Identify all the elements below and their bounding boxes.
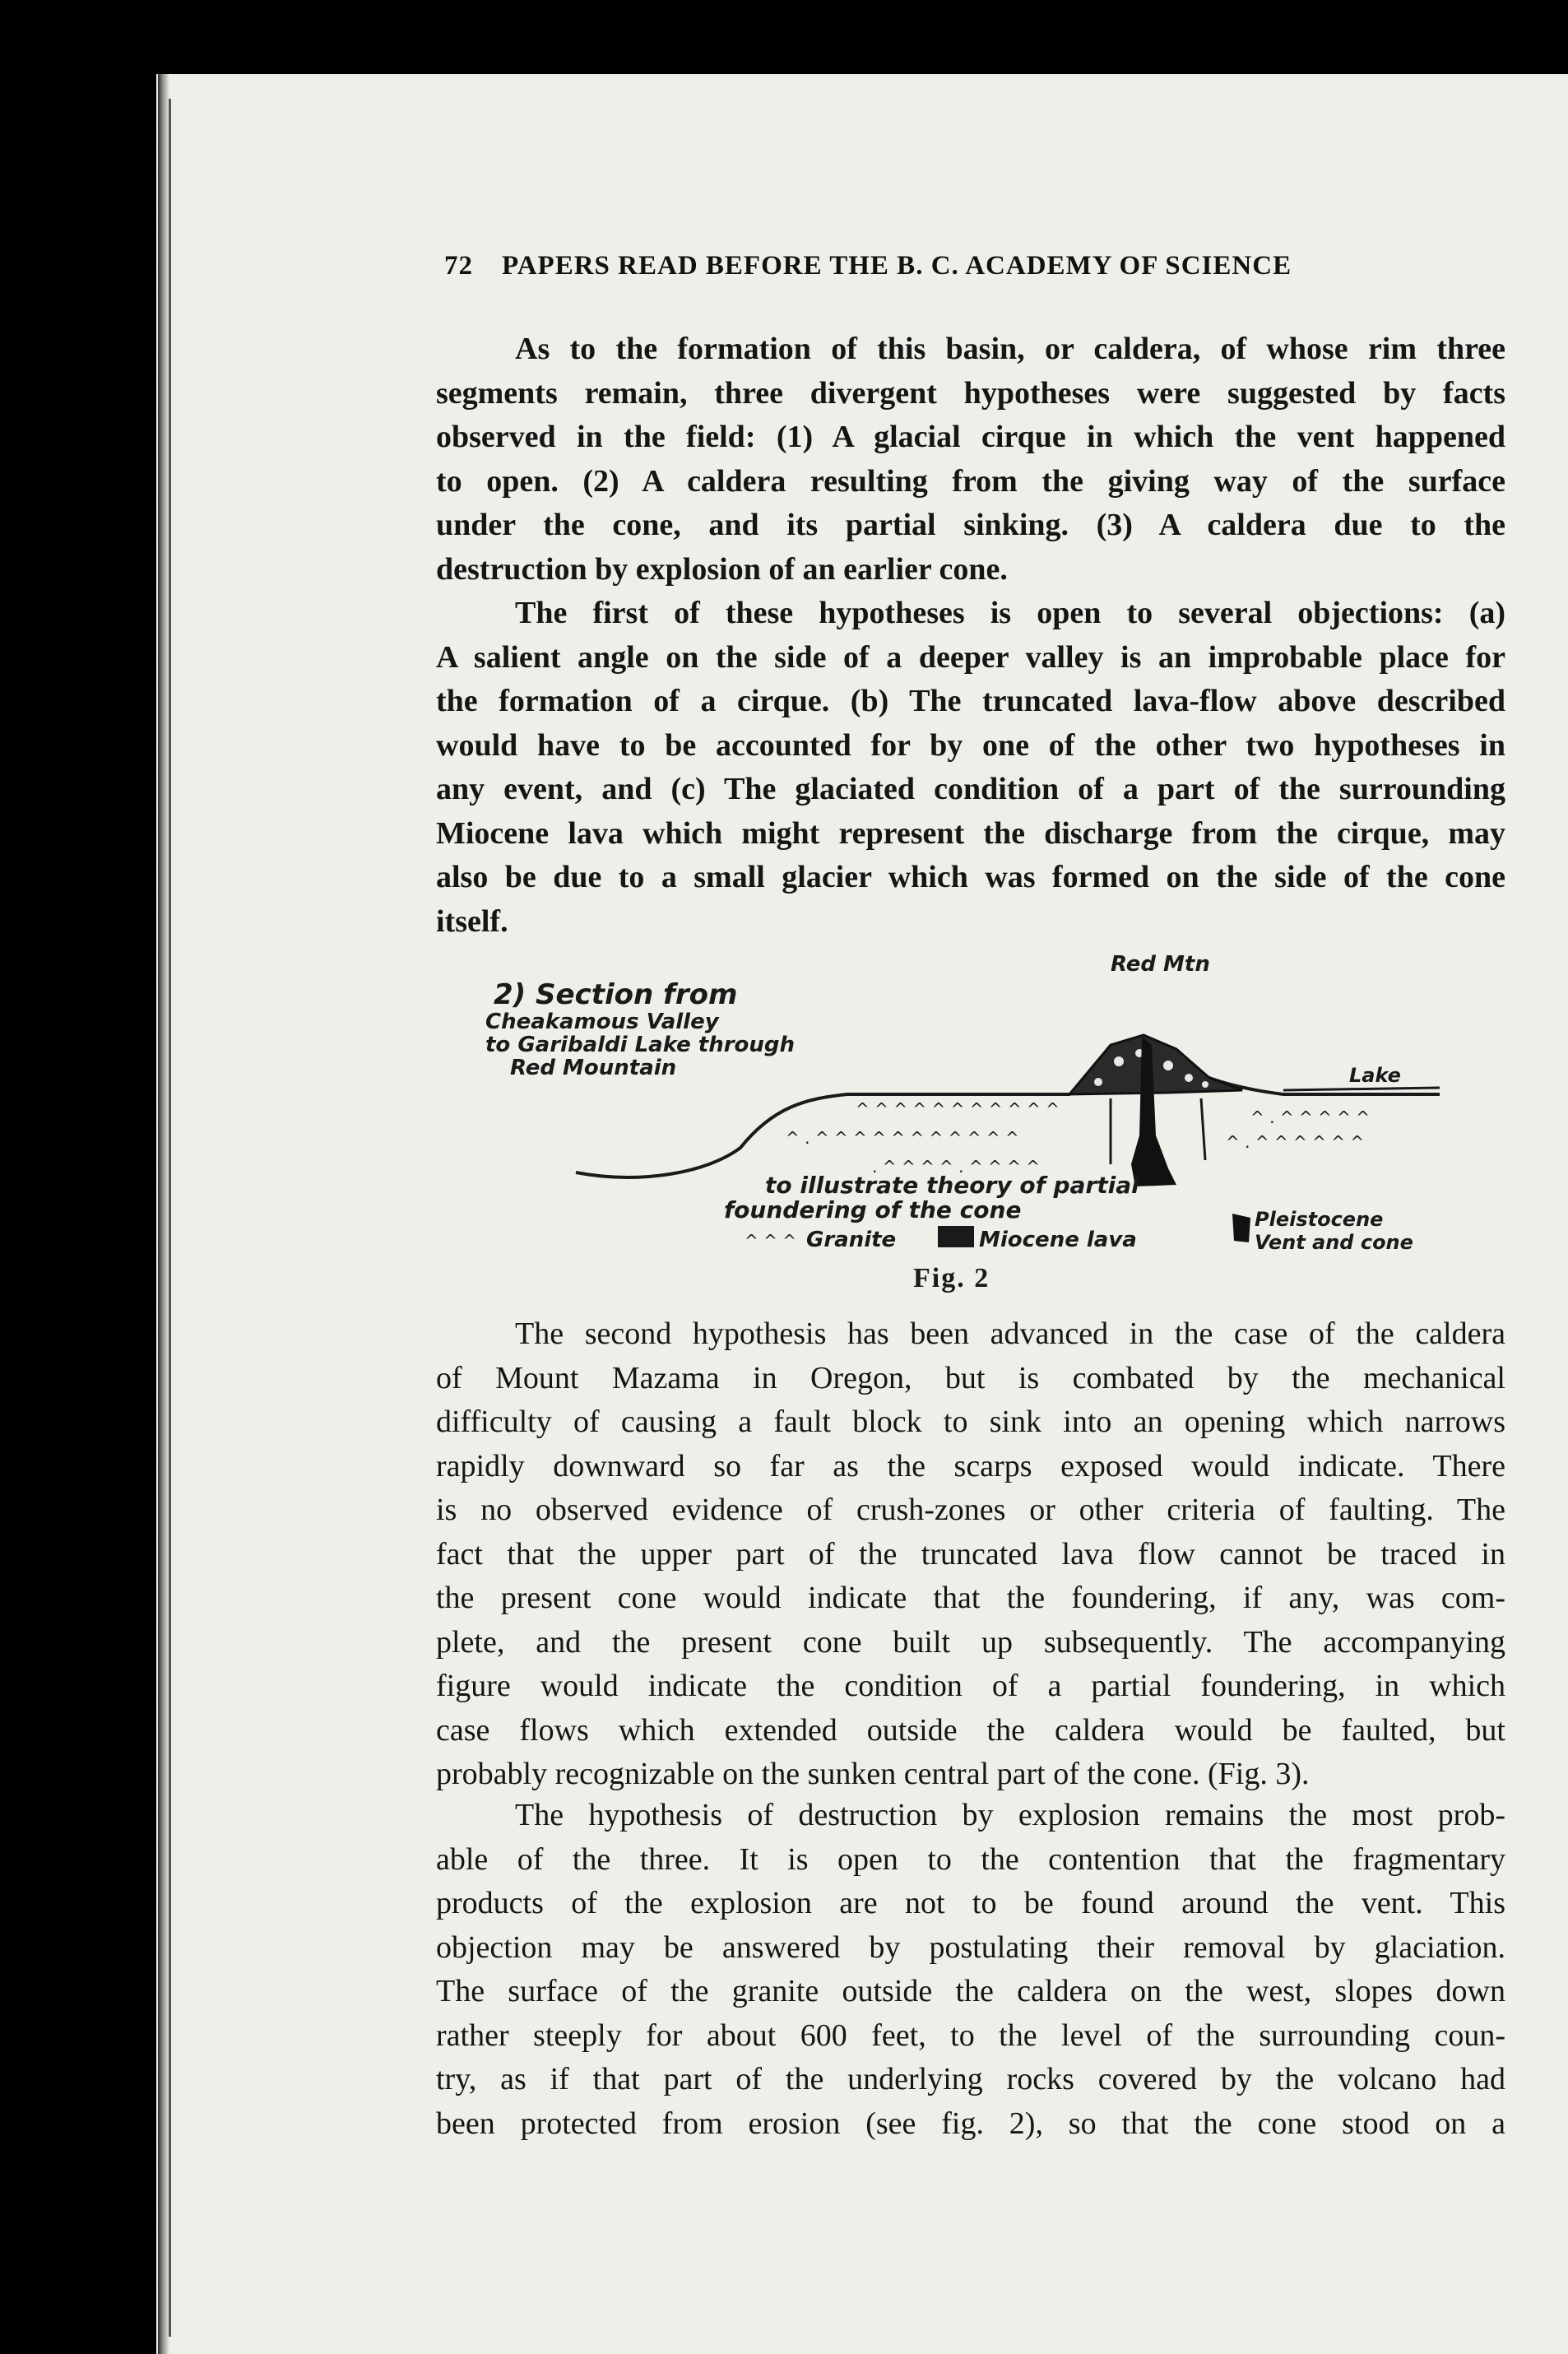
paragraph-line: itself. xyxy=(436,903,508,939)
svg-text:^ ^ ^ ^ ^ ^ ^ ^ ^ ^: ^ ^ ^ ^ ^ ^ ^ ^ ^ ^ ^ xyxy=(856,1099,1060,1119)
lake-label: Lake xyxy=(1349,1064,1401,1087)
paragraph-line: would have to be accounted for by one of the other two hypotheses in xyxy=(436,727,1505,763)
paragraph-line: also be due to a small glacier which was formed on the side of the cone xyxy=(436,860,1505,894)
figure-title-line: 2) Section from xyxy=(494,978,738,1011)
paragraph-line: is no observed evidence of crush-zones or other criteria of faulting. The xyxy=(436,1493,1505,1527)
paragraph-line: figure would indicate the condition of a partial foundering, in which xyxy=(436,1669,1505,1703)
running-head xyxy=(444,251,1514,292)
running-head-title: PAPERS READ BEFORE THE B. C. ACADEMY OF SCIENCE xyxy=(502,251,1292,281)
paragraph-line: any event, and (c) The glaciated condition of a part of the surrounding xyxy=(436,772,1505,806)
svg-text:. ^ ^ ^ ^ . ^ ^ ^ ^: . ^ ^ ^ ^ . ^ ^ ^ ^ xyxy=(872,1157,1040,1177)
paragraph-line: fact that the upper part of the truncated lava flow cannot be traced in xyxy=(436,1536,1505,1572)
paragraph-line: products of the explosion are not to be found around the vent. This xyxy=(436,1886,1505,1920)
paragraph-line: Miocene lava which might represent the discharge from the cirque, may xyxy=(436,815,1505,851)
legend-pleistocene-label: Pleistocene xyxy=(1255,1208,1384,1231)
svg-text:^ . ^ ^ ^ ^ ^ ^ ^ ^ ^: ^ . ^ ^ ^ ^ ^ ^ ^ ^ ^ ^ ^ xyxy=(786,1128,1019,1148)
miocene-lava-cone xyxy=(1069,1035,1242,1094)
paragraph-line: As to the formation of this basin, or caldera, of whose rim three xyxy=(515,332,1505,366)
granite-pattern xyxy=(786,1099,1370,1177)
paragraph-line: The surface of the granite outside the caldera on the west, slopes down xyxy=(436,1974,1505,2008)
paragraph-line: probably recognizable on the sunken central part of the cone. (Fig. 3). xyxy=(436,1757,1310,1791)
figure-note-line: to illustrate theory of partial xyxy=(765,1172,1139,1199)
figure-title-line: Cheakamous Valley xyxy=(485,1010,719,1034)
paragraph-line: to open. (2) A caldera resulting from the giving way of the surface xyxy=(436,463,1505,499)
paragraph-line: destruction by explosion of an earlier cone. xyxy=(436,551,1008,587)
page-number: 72 xyxy=(444,251,473,281)
peak-label: Red Mtn xyxy=(1111,952,1210,977)
paragraph-line: objection may be answered by postulating their removal by glaciation. xyxy=(436,1929,1505,1965)
paragraph-line: the formation of a cirque. (b) The truncated lava-flow above described xyxy=(436,684,1505,718)
paragraph-line: A salient angle on the side of a deeper valley is an improbable place for xyxy=(436,639,1505,675)
paragraph-line: able of the three. It is open to the contention that the fragmentary xyxy=(436,1841,1505,1877)
paragraph-line: the present cone would indicate that the foundering, if any, was com- xyxy=(436,1581,1505,1615)
svg-text:^ . ^ ^ ^ ^ ^: ^ . ^ ^ ^ ^ ^ xyxy=(1250,1107,1371,1127)
paragraph-line: observed in the field: (1) A glacial cirque in which the vent happened xyxy=(436,420,1505,454)
paragraph-line: segments remain, three divergent hypotheses were suggested by facts xyxy=(436,375,1505,411)
paragraph-line: case flows which extended outside the caldera would be faulted, but xyxy=(436,1712,1505,1748)
paragraph-line: of Mount Mazama in Oregon, but is combated by the mechanical xyxy=(436,1360,1505,1395)
paragraph-3 xyxy=(436,1312,1505,1797)
paragraph-line: The hypothesis of destruction by explosion remains the most prob- xyxy=(515,1798,1505,1832)
legend-miocene-label: Miocene lava xyxy=(979,1228,1137,1252)
paragraph-line: rapidly downward so far as the scarps exposed would indicate. There xyxy=(436,1448,1505,1483)
figure-title-line: Red Mountain xyxy=(510,1056,677,1080)
section-drawing xyxy=(461,946,1448,1292)
figure-2-section-sketch xyxy=(461,946,1448,1292)
lake-surface-line xyxy=(1283,1088,1440,1090)
figure-caption: Fig. 2 xyxy=(913,1263,990,1293)
figure-title-line: to Garibaldi Lake through xyxy=(485,1033,796,1057)
page-gutter-shadow xyxy=(158,74,169,2354)
paragraph-line: The first of these hypotheses is open to several objections: (a) xyxy=(515,596,1505,630)
paragraph-2 xyxy=(436,592,1505,944)
legend-pleistocene-label: Vent and cone xyxy=(1255,1231,1413,1254)
legend-pleistocene-swatch xyxy=(1232,1214,1250,1242)
legend-miocene-swatch xyxy=(938,1226,974,1247)
page-gutter-line xyxy=(169,99,171,2337)
paragraph-line: The second hypothesis has been advanced in the case of the caldera xyxy=(515,1316,1505,1351)
paragraph-line: plete, and the present cone built up subsequently. The accompanying xyxy=(436,1624,1505,1660)
paragraph-1 xyxy=(436,327,1505,592)
paragraph-line: rather steeply for about 600 feet, to the level of the surrounding coun- xyxy=(436,2017,1505,2053)
paragraph-line: difficulty of causing a fault block to sink into an opening which narrows xyxy=(436,1405,1505,1439)
svg-text:^ . ^ ^ ^ ^ ^ ^: ^ . ^ ^ ^ ^ ^ ^ xyxy=(1226,1132,1365,1152)
paragraph-line: under the cone, and its partial sinking. (3) A caldera due to the xyxy=(436,508,1505,542)
figure-note-line: foundering of the cone xyxy=(724,1196,1022,1223)
paragraph-line: been protected from erosion (see fig. 2), so that the cone stood on a xyxy=(436,2106,1505,2141)
paragraph-line: try, as if that part of the underlying rocks covered by the volcano had xyxy=(436,2062,1505,2096)
legend-granite-label: Granite xyxy=(806,1228,897,1252)
legend-granite-swatch: ^ ^ ^ xyxy=(745,1231,796,1251)
paragraph-4 xyxy=(436,1794,1505,2146)
